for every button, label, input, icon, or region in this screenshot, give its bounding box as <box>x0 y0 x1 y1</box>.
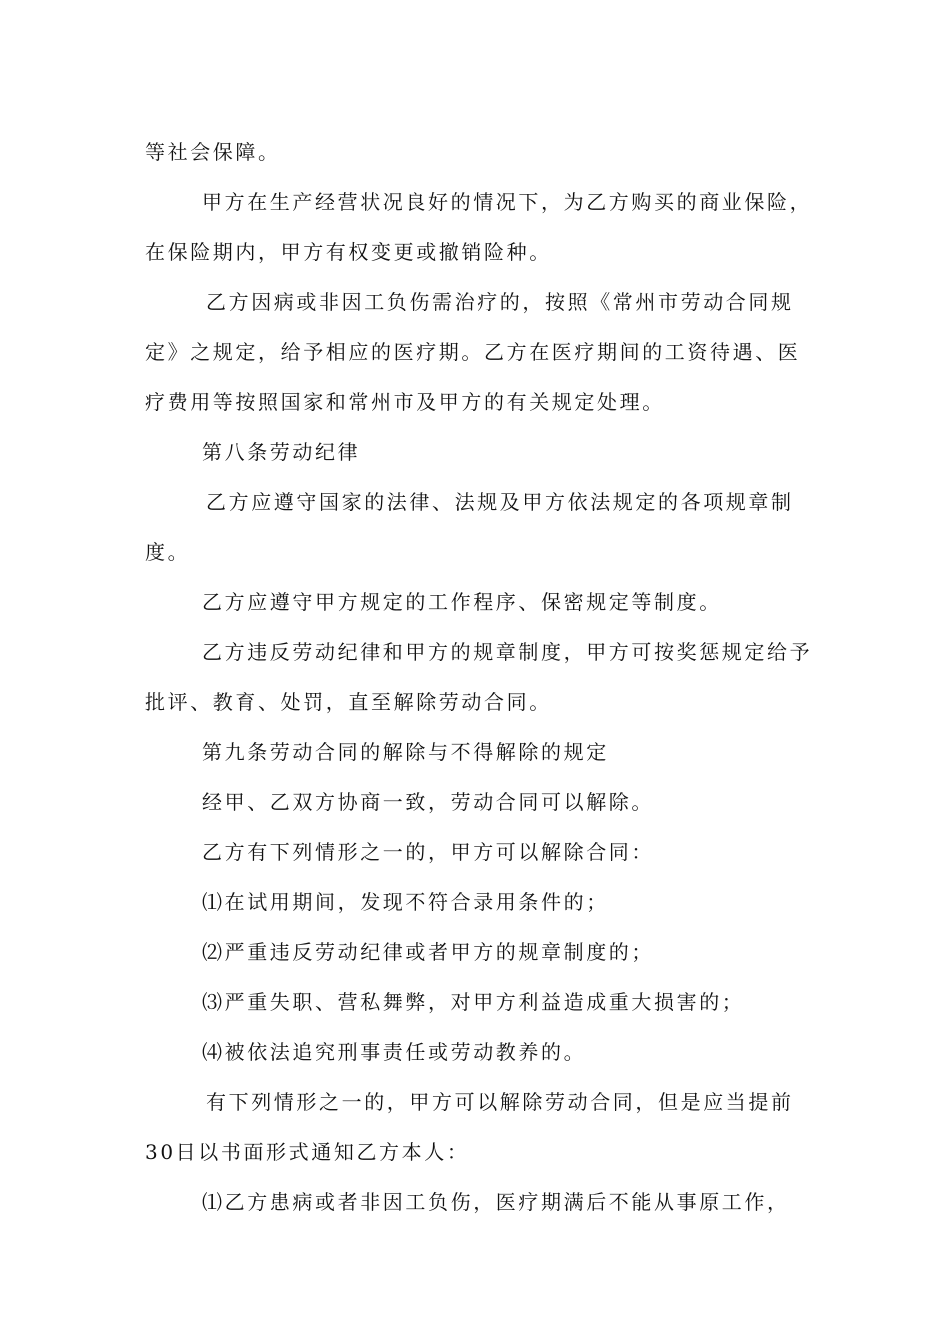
list-item: ⑷被依法追究刑事责任或劳动教养的。 <box>202 1040 587 1064</box>
list-item: ⑴在试用期间，发现不符合录用条件的； <box>202 890 609 914</box>
list-item: ⑶严重失职、营私舞弊，对甲方利益造成重大损害的； <box>202 990 745 1014</box>
text-line: 疗费用等按照国家和常州市及甲方的有关规定处理。 <box>145 390 665 414</box>
text-line: 乙方因病或非因工负伤需治疗的，按照《常州市劳动合同规 <box>206 290 794 314</box>
text-line: 批评、教育、处罚，直至解除劳动合同。 <box>145 690 552 714</box>
list-item: ⑴乙方患病或者非因工负伤，医疗期满后不能从事原工作， <box>202 1190 790 1214</box>
text-line: 经甲、乙双方协商一致，劳动合同可以解除。 <box>202 790 654 814</box>
text-line: 30日以书面形式通知乙方本人： <box>145 1140 470 1164</box>
text-line: 度。 <box>145 540 191 564</box>
section-heading: 第九条劳动合同的解除与不得解除的规定 <box>202 740 609 764</box>
text-line: 等社会保障。 <box>145 140 281 164</box>
section-heading: 第八条劳动纪律 <box>202 440 361 464</box>
text-line: 定》之规定，给予相应的医疗期。乙方在医疗期间的工资待遇、医 <box>145 340 801 364</box>
text-line: 乙方有下列情形之一的，甲方可以解除合同： <box>202 840 654 864</box>
list-item: ⑵严重违反劳动纪律或者甲方的规章制度的； <box>202 940 654 964</box>
text-line: 乙方违反劳动纪律和甲方的规章制度，甲方可按奖惩规定给予 <box>202 640 813 664</box>
text-line: 乙方应遵守甲方规定的工作程序、保密规定等制度。 <box>202 590 722 614</box>
text-line: 在保险期内，甲方有权变更或撤销险种。 <box>145 240 552 264</box>
text-line: 甲方在生产经营状况良好的情况下，为乙方购买的商业保险， <box>202 190 813 214</box>
text-line: 乙方应遵守国家的法律、法规及甲方依法规定的各项规章制 <box>206 490 794 514</box>
text-line: 有下列情形之一的，甲方可以解除劳动合同，但是应当提前 <box>206 1090 794 1114</box>
